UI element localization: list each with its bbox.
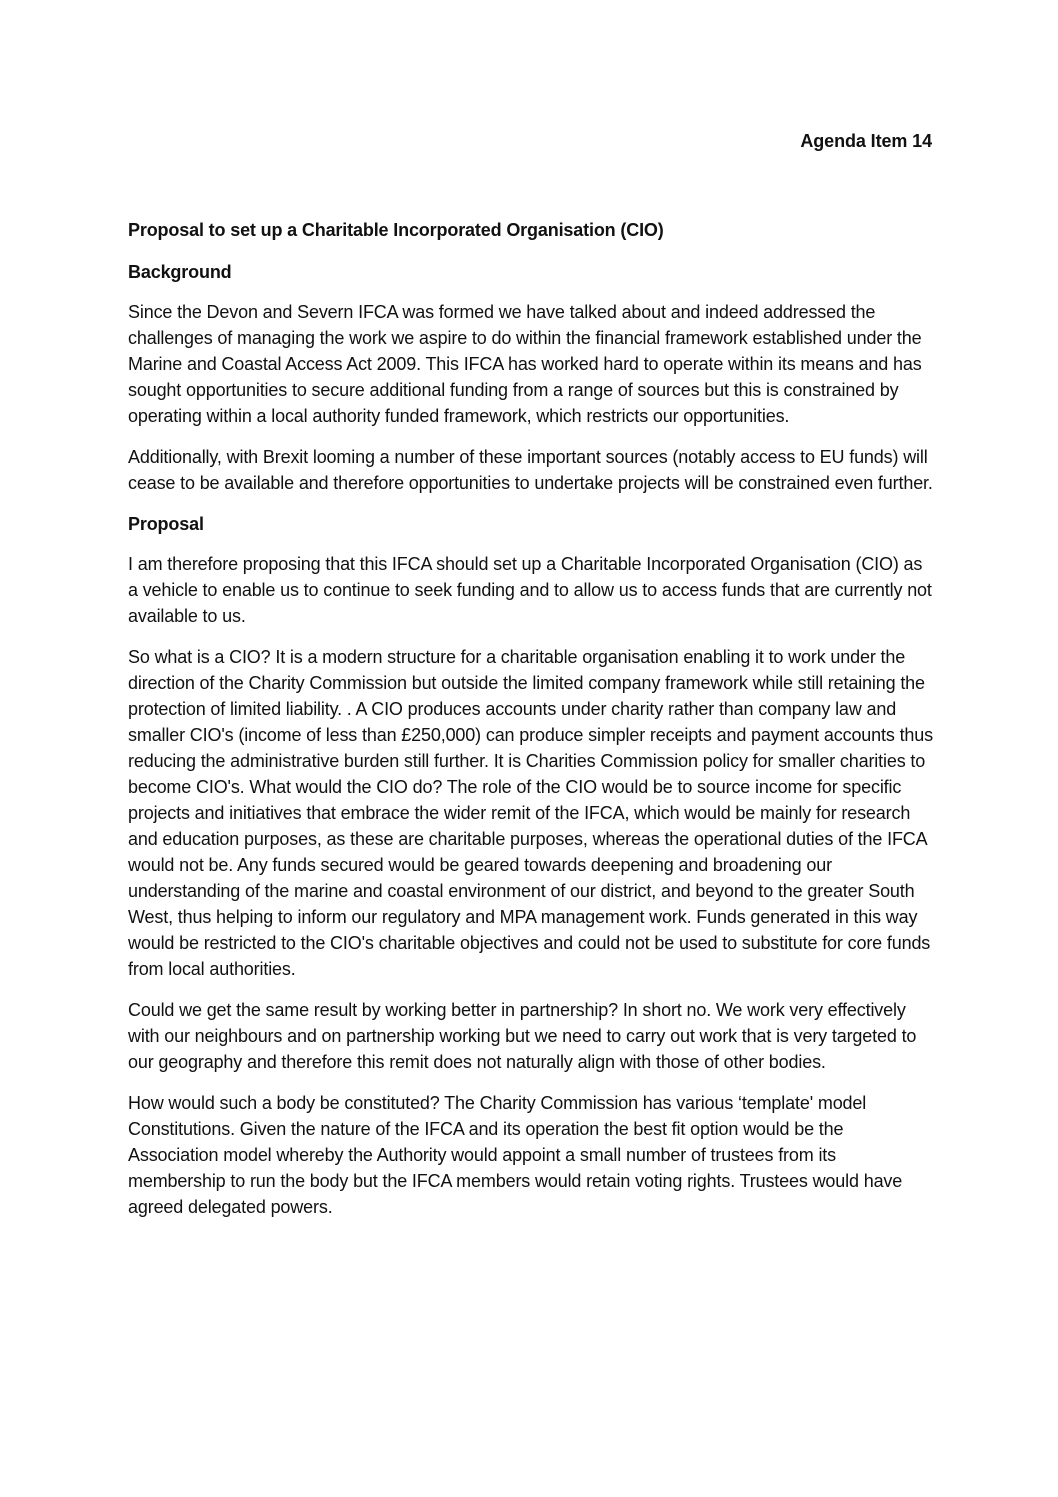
paragraph: Additionally, with Brexit looming a number of these important sources (notably access to EU funds) will cease to be available and therefore opportunities to undertake projects will be constrained even further. [128,447,933,493]
document-body [128,217,934,1235]
document-title: Proposal to set up a Charitable Incorporated Organisation (CIO) [128,220,664,240]
paragraph: So what is a CIO? It is a modern structure for a charitable organisation enabling it to work under the direction of the Charity Commission but outside the limited company framework while still retaining the protection of limited liability. . A CIO produces accounts under charity rather than company law and smaller CIO's (income of less than £250,000) can produce simpler receipts and payment accounts thus reducing the administrative burden still further. It is Charities Commission policy for smaller charities to become CIO's. What would the CIO do? The role of the CIO would be to source income for specific projects and initiatives that embrace the wider remit of the IFCA, which would be mainly for research and education purposes, as these are charitable purposes, whereas the operational duties of the IFCA would not be. Any funds secured would be geared towards deepening and broadening our understanding of the marine and coastal environment of our district, and beyond to the greater South West, thus helping to inform our regulatory and MPA management work. Funds generated in this way would be restricted to the CIO's charitable objectives and could not be used to substitute for core funds from local authorities. [128,647,933,979]
background-section [128,259,934,496]
paragraph: Could we get the same result by working better in partnership? In short no. We work very effectively with our neighbours and on partnership working but we need to carry out work that is very targeted to our geography and therefore this remit does not naturally align with those of other bodies. [128,1000,917,1072]
section-heading-proposal: Proposal [128,514,204,534]
agenda-item-label: Agenda Item 14 [800,131,932,151]
section-heading-background: Background [128,262,232,282]
paragraph: Since the Devon and Severn IFCA was formed we have talked about and indeed addressed the challenges of managing the work we aspire to do within the financial framework established under the Marine and Coastal Access Act 2009. This IFCA has worked hard to operate within its means and has sought opportunities to secure additional funding from a range of sources but this is constrained by operating within a local authority funded framework, which restricts our opportunities. [128,302,922,426]
paragraph: I am therefore proposing that this IFCA should set up a Charitable Incorporated Organisation (CIO) as a vehicle to enable us to continue to seek funding and to allow us to access funds that are currently not available to us. [128,554,932,626]
proposal-section [128,511,934,1220]
paragraph: How would such a body be constituted? The Charity Commission has various ‘template' model Constitutions. Given the nature of the IFCA and its operation the best fit option would be the Association model whereby the Authority would appoint a small number of trustees from its membership to run the body but the IFCA members would retain voting rights. Trustees would have agreed delegated powers. [128,1093,903,1217]
